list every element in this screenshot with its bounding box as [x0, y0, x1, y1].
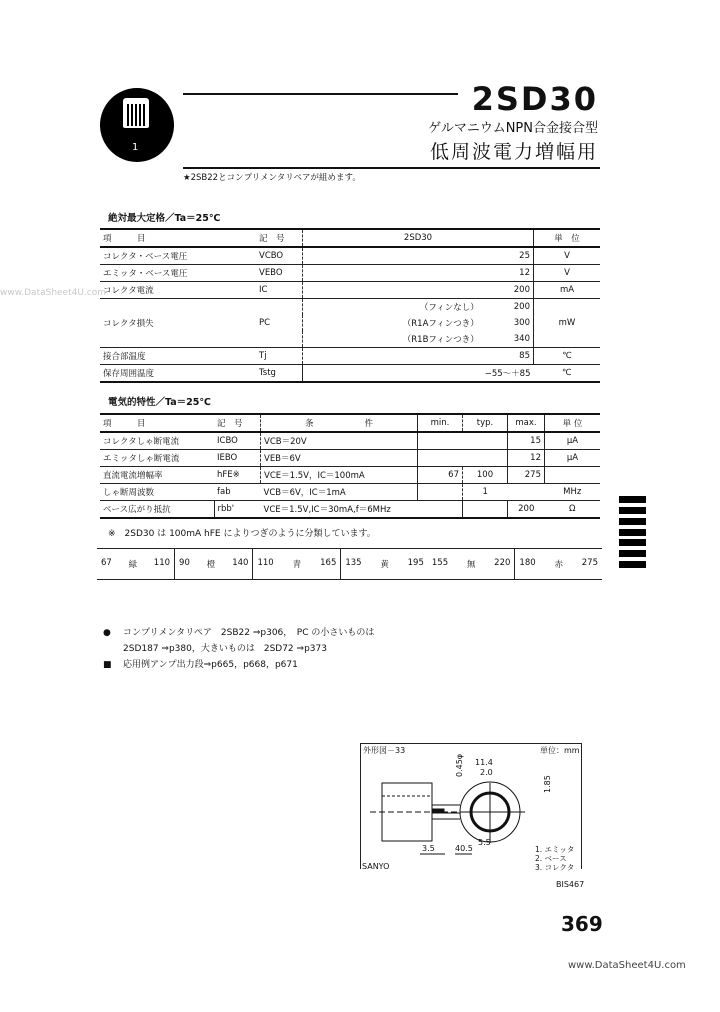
drawing-code: BIS467 [556, 880, 585, 889]
row-item: コレクタ損失 [100, 299, 256, 348]
row-min: 67 [418, 467, 463, 484]
device-use: 低周波電力増幅用 [429, 141, 598, 163]
table-row [100, 484, 600, 501]
table-row [100, 467, 600, 484]
table-row [100, 299, 600, 316]
svg-text:0.45φ: 0.45φ [455, 753, 464, 777]
row-min [418, 432, 463, 450]
elec-title: 電気的特性／Ta＝25℃ [108, 397, 211, 408]
maker-label: SANYO [362, 862, 390, 871]
device-type: ゲルマニウムNPN合金接合型 [428, 121, 598, 136]
svg-text:5.5: 5.5 [478, 838, 491, 847]
table-row [100, 501, 600, 519]
index-tab-mark [619, 507, 646, 514]
header-unit: 単 位 [534, 229, 601, 247]
row-value: −55～＋85 [482, 365, 534, 383]
row-item: 保存周囲温度 [100, 365, 256, 383]
row-symbol: hFE※ [214, 467, 261, 484]
row-value: 200 [482, 282, 534, 299]
row-condition: VCB＝6V，IC＝1mA [261, 484, 418, 501]
index-tab-mark [619, 496, 646, 503]
row-condition: VCE＝1.5V,IC＝30mA,f＝6MHz [261, 501, 418, 519]
row-unit: ℃ [534, 348, 601, 365]
elec-table [100, 413, 600, 519]
header-symbol: 記 号 [256, 229, 303, 247]
transistor-can-icon [123, 98, 149, 128]
pin-label: 1. エミッタ [535, 845, 575, 854]
row-item: しゃ断周波数 [100, 484, 214, 501]
hfe-rank-note: ※ 2SD30 は 100mA hFE によりつぎのように分類しています。 [108, 529, 376, 539]
row-min [418, 501, 463, 519]
index-tab-mark [619, 550, 646, 557]
index-tab-mark [619, 529, 646, 536]
row-value: 300 [513, 318, 530, 328]
reference-line: 応用例アンプ出力段⇒p665，p668，p671 [123, 660, 298, 670]
header-typ: typ. [463, 414, 508, 432]
row-max: 275 [508, 467, 545, 484]
logo-number: 1 [132, 142, 139, 153]
header-min: min. [418, 414, 463, 432]
row-value: 25 [482, 247, 534, 265]
pin-label: 2. ベース [535, 854, 567, 863]
row-unit: ℃ [534, 365, 601, 383]
table-row [100, 282, 600, 299]
pin-legend [535, 845, 574, 872]
header-condition: 条 件 [261, 414, 418, 432]
reference-line: コンプリメンタリペア 2SB22 ⇒p306， PC の小さいものは [123, 628, 375, 638]
rank-cell: 135 黄 195 [341, 549, 428, 580]
watermark: www.DataSheet4U.com [568, 960, 686, 971]
row-value: 85 [482, 348, 534, 365]
table-row [100, 450, 600, 467]
row-item: コレクタしゃ断電流 [100, 432, 214, 450]
rank-cell: 110 青 165 [253, 549, 341, 580]
row-symbol: IC [256, 282, 303, 299]
package-unit: 単位：mm [540, 746, 580, 755]
row-max: 200 [508, 501, 545, 519]
header-symbol: 記 号 [214, 414, 261, 432]
row-condition: VEB＝6V [261, 450, 418, 467]
abs-max-table [100, 228, 600, 383]
reference-line: 2SD187 ⇒p380，大きいものは 2SD72 ⇒p373 [123, 644, 327, 654]
row-unit [545, 467, 601, 484]
row-symbol: fab [214, 484, 261, 501]
row-unit: mA [534, 282, 601, 299]
bullet-square-icon: ■ [103, 660, 112, 670]
row-item: 直流電流増幅率 [100, 467, 214, 484]
bullet-circle-icon: ● [103, 628, 111, 638]
row-typ [463, 450, 508, 467]
svg-text:1.85: 1.85 [543, 775, 552, 793]
row-typ [463, 501, 508, 519]
svg-text:40.5: 40.5 [455, 844, 473, 853]
header-max: max. [508, 414, 545, 432]
rank-cell: 180 赤 275 [515, 549, 602, 580]
row-max: 12 [508, 450, 545, 467]
row-value: 12 [482, 265, 534, 282]
index-tab-mark [619, 518, 646, 525]
row-item: コレクタ電流 [100, 282, 256, 299]
row-condition: （R1Bフィンつき） [303, 331, 482, 348]
header-unit: 単 位 [545, 414, 601, 432]
row-unit: V [534, 247, 601, 265]
row-value: 200 [513, 302, 530, 312]
row-symbol: Tj [256, 348, 303, 365]
divider [183, 167, 600, 169]
row-typ [463, 432, 508, 450]
complement-note: ★2SB22とコンプリメンタリペアが組めます。 [183, 173, 361, 183]
header-item: 項 目 [100, 229, 256, 247]
row-symbol: IEBO [214, 450, 261, 467]
row-item: 接合部温度 [100, 348, 256, 365]
row-symbol: rbb' [214, 501, 261, 519]
row-condition: VCB＝20V [261, 432, 418, 450]
row-unit: V [534, 265, 601, 282]
part-number-title: 2SD30 [471, 80, 598, 118]
svg-text:3.5: 3.5 [422, 844, 435, 853]
row-item: コレクタ・ベース電圧 [100, 247, 256, 265]
reference-notes [103, 625, 374, 673]
row-min [418, 450, 463, 467]
page-number: 369 [561, 912, 603, 936]
pin-label: 3. コレクタ [535, 863, 575, 872]
row-symbol: ICBO [214, 432, 261, 450]
row-condition: （R1Aフィンつき） [303, 315, 482, 331]
row-value: 340 [482, 331, 534, 348]
table-row [100, 265, 600, 282]
row-typ: 100 [463, 467, 508, 484]
row-symbol: VEBO [256, 265, 303, 282]
divider [183, 93, 458, 95]
table-row [100, 247, 600, 265]
rank-cell: 155 無 220 [428, 549, 515, 580]
row-unit: mW [534, 299, 601, 348]
row-typ: 1 [463, 484, 508, 501]
abs-max-title: 絶対最大定格／Ta＝25℃ [108, 213, 221, 224]
row-item: エミッタしゃ断電流 [100, 450, 214, 467]
row-unit: Ω [545, 501, 601, 519]
row-symbol: PC [256, 299, 303, 348]
row-max [508, 484, 545, 501]
index-tab-mark [619, 561, 646, 568]
row-unit: μA [545, 450, 601, 467]
header-item: 項 目 [100, 414, 214, 432]
row-unit: MHz [545, 484, 601, 501]
hfe-rank-table [97, 548, 602, 580]
row-condition: （フィンなし） [303, 299, 482, 316]
svg-text:11.4: 11.4 [475, 758, 493, 767]
index-tab-mark [619, 539, 646, 546]
table-row [100, 365, 600, 383]
row-item: エミッタ・ベース電圧 [100, 265, 256, 282]
table-row [100, 348, 600, 365]
row-symbol: Tstg [256, 365, 303, 383]
row-symbol: VCBO [256, 247, 303, 265]
row-max: 15 [508, 432, 545, 450]
header-value: 2SD30 [303, 229, 534, 247]
rank-cell: 67 緑 110 [97, 549, 175, 580]
row-min [418, 484, 463, 501]
row-unit: μA [545, 432, 601, 450]
package-label: 外形図－33 [363, 746, 406, 755]
svg-text:2.0: 2.0 [480, 768, 493, 777]
table-row [100, 432, 600, 450]
row-condition: VCE＝1.5V，IC＝100mA [261, 467, 418, 484]
watermark: www.DataSheet4U.com [0, 288, 107, 298]
row-item: ベース広がり抵抗 [100, 501, 214, 519]
rank-cell: 90 橙 140 [175, 549, 253, 580]
